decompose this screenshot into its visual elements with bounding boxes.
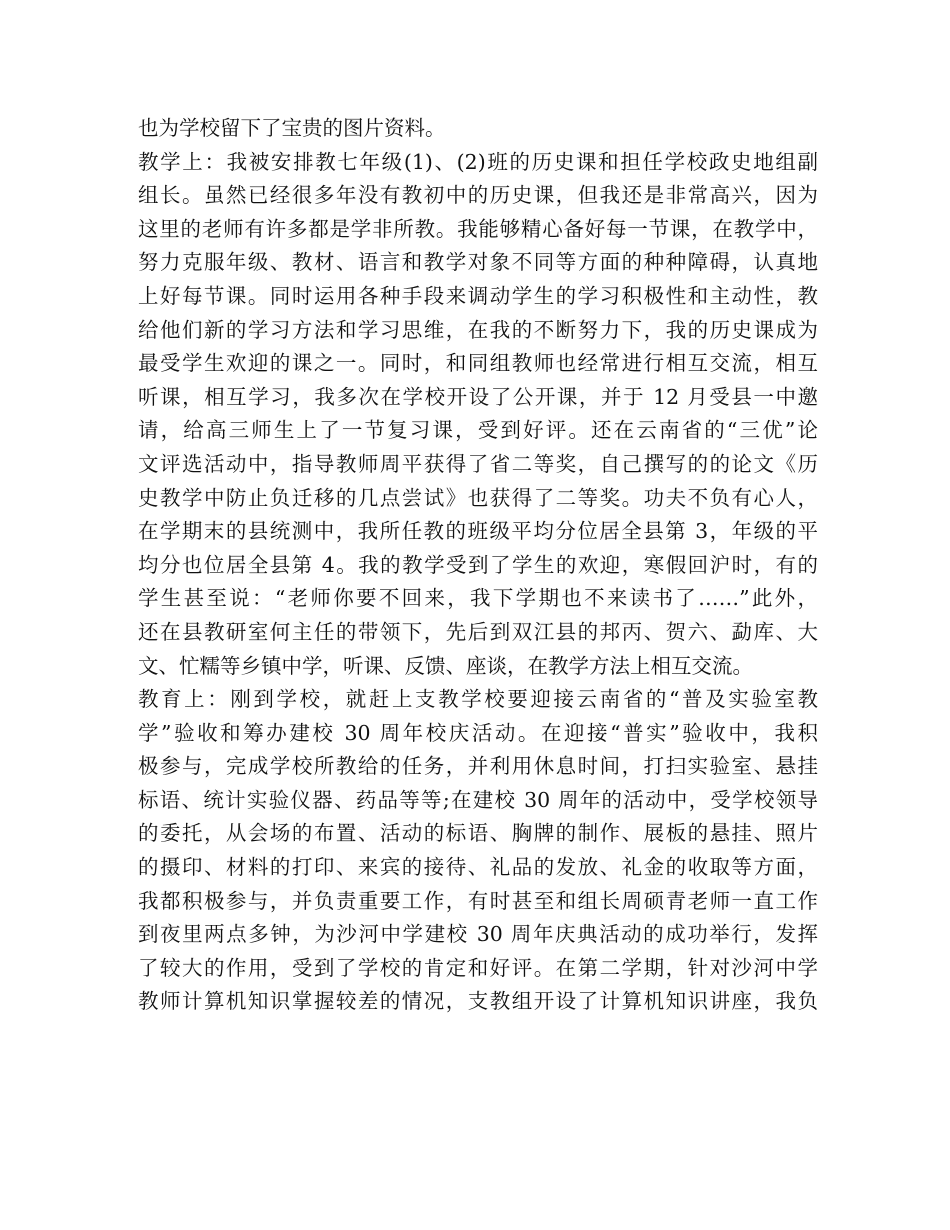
text-line: 请，给高三师生上了一节复习课，受到好评。还在云南省的“三优”论 (138, 418, 818, 443)
text-line: 组长。虽然已经很多年没有教初中的历史课，但我还是非常高兴，因为 (138, 183, 818, 208)
text-line: 学生甚至说：“老师你要不回来，我下学期也不来读书了……”此外， (138, 586, 818, 611)
text-line: 教师计算机知识掌握较差的情况，支教组开设了计算机知识讲座，我负 (138, 989, 818, 1014)
text-line: 极参与，完成学校所教给的任务，并利用休息时间，打扫实验室、悬挂 (138, 754, 818, 779)
text-line: 这里的老师有许多都是学非所教。我能够精心备好每一节课，在教学中， (138, 216, 818, 241)
text-line: 文评选活动中，指导教师周平获得了省二等奖，自己撰写的的论文《历 (138, 451, 818, 476)
text-line: 史教学中防止负迁移的几点尝试》也获得了二等奖。功夫不负有心人， (138, 485, 818, 510)
text-line: 到夜里两点多钟，为沙河中学建校 30 周年庆典活动的成功举行，发挥 (138, 922, 818, 947)
text-line: 了较大的作用，受到了学校的肯定和好评。在第二学期，针对沙河中学 (138, 955, 818, 980)
document-body (138, 112, 818, 1019)
text-line: 我都积极参与，并负责重要工作，有时甚至和组长周硕青老师一直工作 (138, 888, 818, 913)
text-line: 最受学生欢迎的课之一。同时，和同组教师也经常进行相互交流，相互 (138, 351, 818, 376)
text-line: 上好每节课。同时运用各种手段来调动学生的学习积极性和主动性，教 (138, 283, 818, 308)
text-line: 还在县教研室何主任的带领下，先后到双江县的邦丙、贺六、勐库、大 (138, 619, 818, 644)
text-line: 的委托，从会场的布置、活动的标语、胸牌的制作、展板的悬挂、照片 (138, 821, 818, 846)
text-line: 也为学校留下了宝贵的图片资料。 (138, 116, 446, 140)
text-line: 均分也位居全县第 4。我的教学受到了学生的欢迎，寒假回沪时，有的 (138, 552, 818, 577)
text-line: 教育上：刚到学校，就赶上支教学校要迎接云南省的“普及实验室教 (138, 687, 818, 712)
text-line: 教学上：我被安排教七年级(1)、(2)班的历史课和担任学校政史地组副 (138, 149, 818, 174)
text-line: 标语、统计实验仪器、药品等等;在建校 30 周年的活动中，受学校领导 (138, 787, 818, 812)
text-line: 的摄印、材料的打印、来宾的接待、礼品的发放、礼金的收取等方面， (138, 855, 818, 880)
text-line: 听课，相互学习，我多次在学校开设了公开课，并于 12 月受县一中邀 (138, 384, 818, 409)
text-line: 努力克服年级、教材、语言和教学对象不同等方面的种种障碍，认真地 (138, 250, 818, 275)
text-line: 给他们新的学习方法和学习思维，在我的不断努力下，我的历史课成为 (138, 317, 818, 342)
text-line: 学”验收和筹办建校 30 周年校庆活动。在迎接“普实”验收中，我积 (138, 720, 818, 745)
text-line: 文、忙糯等乡镇中学，听课、反馈、座谈，在教学方法上相互交流。 (138, 653, 753, 678)
text-line: 在学期末的县统测中，我所任教的班级平均分位居全县第 3，年级的平 (138, 519, 818, 544)
